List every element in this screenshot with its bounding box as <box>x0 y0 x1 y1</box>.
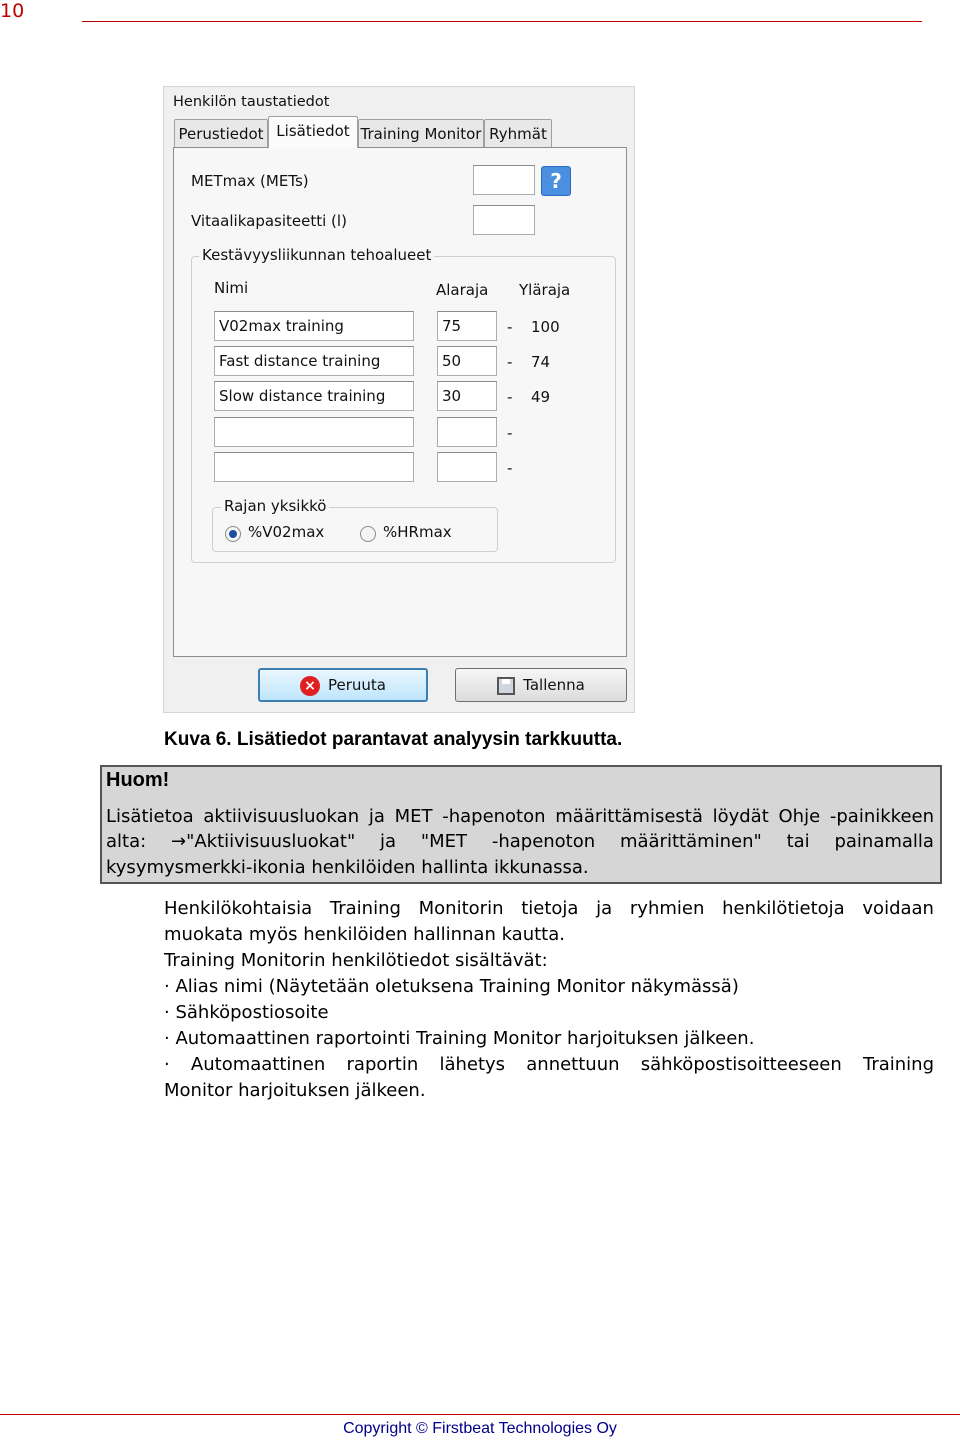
paragraph-2-intro: Training Monitorin henkilötiedot sisältävät: <box>164 950 548 971</box>
page-number: 10 <box>0 0 25 22</box>
unit-group <box>212 497 498 552</box>
zone-name-input[interactable]: V02max training <box>214 311 414 341</box>
unit-group-title: Rajan yksikkö <box>221 497 329 515</box>
bullet-item: · Automaattinen raportointi Training Monitor harjoituksen jälkeen. <box>164 1028 755 1049</box>
tab-panel <box>173 147 627 657</box>
column-lower-header: Alaraja <box>436 281 489 299</box>
zone-lower-input[interactable]: 50 <box>437 346 497 376</box>
radio-hrmax-label: %HRmax <box>383 523 452 541</box>
vital-capacity-label: Vitaalikapasiteetti (l) <box>191 212 347 230</box>
bullet-item: · Sähköpostiosoite <box>164 1002 329 1023</box>
zone-name-input[interactable]: Fast distance training <box>214 346 414 376</box>
cancel-icon: × <box>300 676 320 696</box>
paragraph-1-line-2: muokata myös henkilöiden hallinnan kautta. <box>164 924 565 945</box>
zone-name-input[interactable]: Slow distance training <box>214 381 414 411</box>
help-icon[interactable]: ? <box>541 166 571 196</box>
dialog-window <box>163 86 635 713</box>
column-upper-header: Yläraja <box>519 281 571 299</box>
footer-copyright: Copyright © Firstbeat Technologies Oy <box>343 1420 617 1437</box>
bullet-item: · Alias nimi (Näytetään oletuksena Training Monitor näkymässä) <box>164 976 739 997</box>
note-line-2: alta: →"Aktiivisuusluokat" ja "MET -hapenoton määrittäminen" tai painamalla <box>106 831 934 852</box>
save-icon <box>497 677 515 695</box>
column-name-header: Nimi <box>214 279 249 297</box>
zone-upper-value: 100 <box>531 318 560 336</box>
zone-lower-input[interactable]: 30 <box>437 381 497 411</box>
cancel-button-label: Peruuta <box>328 676 386 694</box>
vital-capacity-input[interactable] <box>473 205 535 235</box>
radio-vo2max[interactable] <box>225 526 241 542</box>
zone-name-input[interactable] <box>214 417 414 447</box>
met-input[interactable] <box>473 165 535 195</box>
cancel-button[interactable] <box>258 668 428 702</box>
bullet-item-last-line-1: · Automaattinen raportin lähetys annettuun sähköpostisoitteeseen Training <box>164 1054 934 1075</box>
zone-upper-value: 74 <box>531 353 551 371</box>
range-dash: - <box>507 459 513 477</box>
range-dash: - <box>507 353 513 371</box>
save-button-label: Tallenna <box>523 676 585 694</box>
radio-hrmax[interactable] <box>360 526 376 542</box>
zone-lower-input[interactable]: 75 <box>437 311 497 341</box>
zones-group-title: Kestävyysliikunnan tehoalueet <box>199 246 434 264</box>
zone-lower-input[interactable] <box>437 452 497 482</box>
tab-lisatiedot[interactable]: Lisätiedot <box>268 116 358 148</box>
header-rule <box>82 21 922 22</box>
met-label: METmax (METs) <box>191 172 309 190</box>
zone-name-input[interactable] <box>214 452 414 482</box>
zone-upper-value: 49 <box>531 388 551 406</box>
footer-rule <box>0 1414 960 1415</box>
zones-group <box>191 246 616 563</box>
note-line-1: Lisätietoa aktiivisuusluokan ja MET -hapenoton määrittämisestä löydät Ohje -painikkeen <box>106 806 934 827</box>
figure-caption: Kuva 6. Lisätiedot parantavat analyysin tarkkuutta. <box>164 729 623 750</box>
arrow-icon: → <box>170 831 187 852</box>
bullet-item-last-line-2: Monitor harjoituksen jälkeen. <box>164 1080 426 1101</box>
range-dash: - <box>507 388 513 406</box>
dialog-title: Henkilön taustatiedot <box>173 94 330 110</box>
paragraph-1-line-1: Henkilökohtaisia Training Monitorin tietoja ja ryhmien henkilötietoja voidaan <box>164 898 934 919</box>
tab-perustiedot[interactable]: Perustiedot <box>174 119 268 147</box>
tab-training-monitor[interactable]: Training Monitor <box>358 119 484 147</box>
range-dash: - <box>507 424 513 442</box>
note-title: Huom! <box>106 769 170 791</box>
save-button[interactable] <box>455 668 627 702</box>
tab-ryhmat[interactable]: Ryhmät <box>484 119 552 147</box>
note-line-3: kysymysmerkki-ikonia henkilöiden hallinta ikkunassa. <box>106 857 589 878</box>
radio-vo2max-label: %V02max <box>248 523 325 541</box>
zone-lower-input[interactable] <box>437 417 497 447</box>
range-dash: - <box>507 318 513 336</box>
